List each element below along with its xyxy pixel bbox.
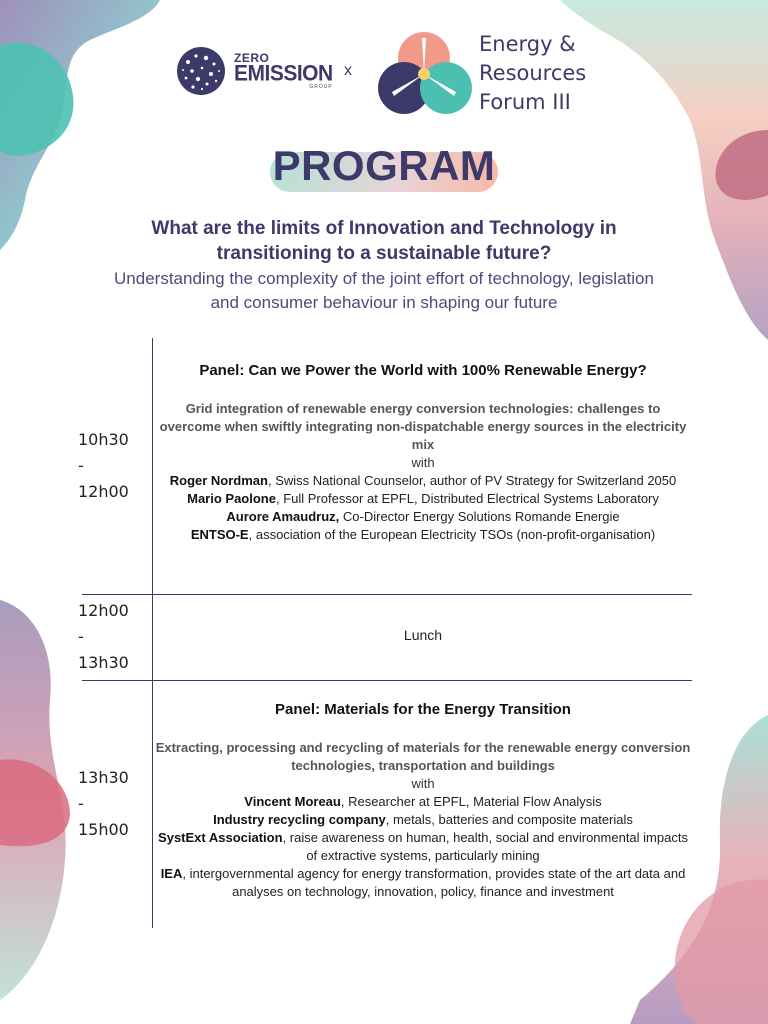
speaker-description: , association of the European Electricity TSOs (non-profit-organisation): [248, 527, 656, 542]
speaker-description: , raise awareness on human, health, social and environmental impacts of extractive systems, particularly mining: [282, 830, 688, 863]
forum-title-line-2: Resources: [479, 61, 587, 85]
speaker-name: Aurore Amaudruz,: [226, 509, 340, 524]
speaker-entry: [154, 865, 692, 901]
energy-resources-forum-logo-icon: [376, 30, 472, 116]
speaker-entry: [154, 490, 692, 508]
speaker-name: Vincent Moreau: [244, 794, 341, 809]
panel-3-title: Panel: Materials for the Energy Transition: [275, 701, 571, 718]
speaker-name: ENTSO-E: [190, 527, 249, 542]
speaker-description: Co-Director Energy Solutions Romande Energie: [339, 509, 620, 524]
forum-title-line-1: Energy &: [479, 32, 576, 56]
time-slot-2-end: 13h30: [78, 653, 129, 672]
speaker-description: , intergovernmental agency for energy transformation, provides state of the art data and analyses on technology, innovation, policy, finance and investment: [182, 866, 686, 899]
logo-emission-text: EMISSION: [234, 61, 333, 86]
speaker-description: , Full Professor at EPFL, Distributed Electrical Systems Laboratory: [275, 491, 659, 506]
panel-3-subject: Extracting, processing and recycling of materials for the renewable energy conversion technologies, transportation and buildings: [155, 740, 691, 773]
time-slot-3-dash: -: [78, 794, 84, 813]
theme-question: What are the limits of Innovation and Technology in transitioning to a sustainable future?: [151, 218, 617, 264]
panel-3-with: with: [411, 776, 435, 791]
speaker-description: , Swiss National Counselor, author of PV Strategy for Switzerland 2050: [267, 473, 677, 488]
time-slot-2-dash: -: [78, 627, 84, 646]
speaker-entry: [154, 829, 692, 865]
time-slot-1: [78, 427, 148, 505]
speaker-name: Roger Nordman: [169, 473, 268, 488]
page-title: PROGRAM: [272, 142, 496, 189]
logo-zero-text: ZERO: [234, 51, 270, 65]
panel-1-with: with: [411, 455, 435, 470]
panel-1-title: Panel: Can we Power the World with 100% Renewable Energy?: [199, 362, 647, 379]
speaker-name: IEA: [160, 866, 183, 881]
forum-title-line-3: Forum III: [479, 90, 571, 114]
zero-emission-group-wordmark: [234, 52, 333, 90]
logo-group-text: GROUP: [309, 84, 333, 90]
schedule-divider-1: [82, 594, 692, 595]
speaker-description: , metals, batteries and composite materials: [385, 812, 633, 827]
speaker-description: , Researcher at EPFL, Material Flow Analysis: [340, 794, 602, 809]
time-slot-1-start: 10h30: [78, 430, 129, 449]
time-slot-1-dash: -: [78, 456, 84, 475]
forum-title: [479, 30, 629, 117]
panel-materials: [154, 700, 692, 901]
speaker-entry: [154, 793, 692, 811]
speaker-entry: [154, 472, 692, 490]
time-slot-3-end: 15h00: [78, 820, 129, 839]
lunch-label: Lunch: [403, 627, 443, 643]
time-slot-2: [78, 598, 148, 676]
speaker-name: SystExt Association: [158, 830, 283, 845]
zero-emission-group-logo-icon: [176, 46, 226, 96]
time-slot-3-start: 13h30: [78, 768, 129, 787]
speaker-entry: [154, 811, 692, 829]
theme-subtitle: Understanding the complexity of the joint effort of technology, legislation and consumer behaviour in shaping our future: [114, 269, 654, 312]
schedule-vertical-divider: [152, 338, 153, 928]
panel-renewable-energy: [154, 361, 692, 544]
collaboration-cross: x: [344, 62, 352, 79]
speaker-entry: [154, 508, 692, 526]
time-slot-3: [78, 765, 148, 843]
panel-1-subject: Grid integration of renewable energy conversion technologies: challenges to overcome when swiftly integrating non-dispatchable energy sources in the electricity mix: [159, 401, 687, 452]
speaker-entry: [154, 526, 692, 544]
time-slot-1-end: 12h00: [78, 482, 129, 501]
time-slot-2-start: 12h00: [78, 601, 129, 620]
speaker-name: Industry recycling company: [213, 812, 386, 827]
speaker-name: Mario Paolone: [187, 491, 276, 506]
schedule-divider-2: [82, 680, 692, 681]
